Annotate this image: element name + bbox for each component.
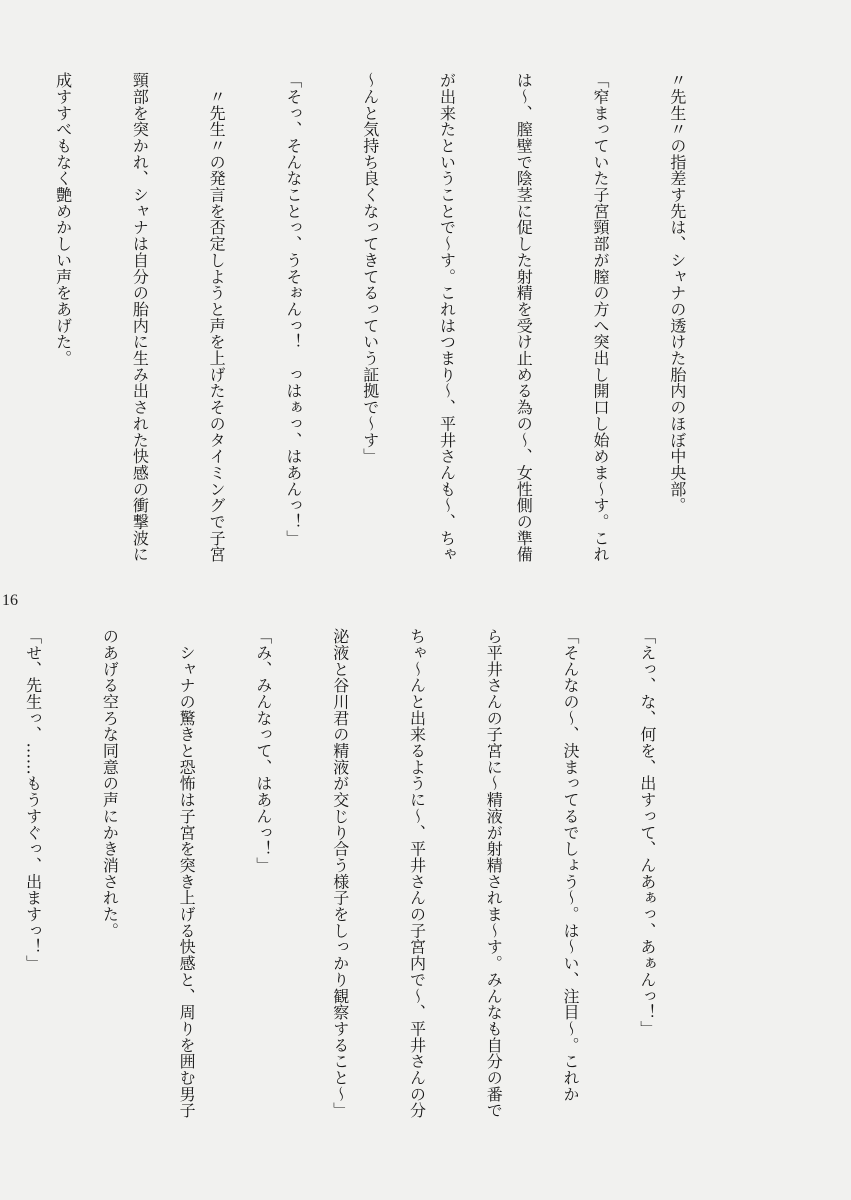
text-column: 泌液と谷川君の精液が交じり合う様子をしっかり観察すること～」: [330, 628, 350, 1119]
page-number: 16: [2, 592, 18, 609]
text-column: 「そっ、そんなことっ、うそぉんっ！ っはぁっ、はあんっ！」: [283, 72, 303, 547]
text-column: が出来たということで～す。これはつまり～、平井さんも～、ちゃ: [437, 72, 457, 563]
text-column: 〃先生〃の指差す先は、シャナの透けた胎内のほぼ中央部。: [667, 72, 687, 514]
text-column: 「せ、先生っ、……もうすぐっ、出ますっ！」: [23, 628, 43, 972]
text-column: のあげる空ろな同意の声にかき消された。: [100, 628, 120, 939]
text-column: 「窄まっていた子宮頸部が膣の方へ突出し開口し始めま～す。これ: [591, 72, 611, 563]
text-column: 成すすべもなく艶めかしい声をあげた。: [53, 72, 73, 367]
text-column: ちゃ～んと出来るように～、平井さんの子宮内で～、平井さんの分: [407, 628, 427, 1119]
text-column: 〃先生〃の発言を否定しようと声を上げたそのタイミングで子宮: [207, 72, 227, 563]
text-column: 「えっ、な、何を、出すって、んあぁっ、あぁんっ！」: [637, 628, 657, 1037]
text-column: 頸部を突かれ、シャナは自分の胎内に生み出された快感の衝撃波に: [130, 72, 150, 563]
upper-text-block: [53, 72, 741, 592]
text-column: ～んと気持ち良くなってきてるっていう証拠で～す」: [360, 72, 380, 465]
text-column: シャナの驚きと恐怖は子宮を突き上げる快感と、周りを囲む男子: [177, 628, 197, 1119]
lower-text-block: [23, 628, 711, 1148]
text-column: ら平井さんの子宮に～精液が射精されま～す。みんなも自分の番で: [484, 628, 504, 1119]
text-column: 「み、みんなって、はあんっ！」: [253, 628, 273, 874]
text-column: は～、膣壁で陰茎に促した射精を受け止める為の～、女性側の準備: [514, 72, 534, 563]
text-column: 「そんなの～、決まってるでしょう～。は～い、注目～。これか: [561, 628, 581, 1103]
